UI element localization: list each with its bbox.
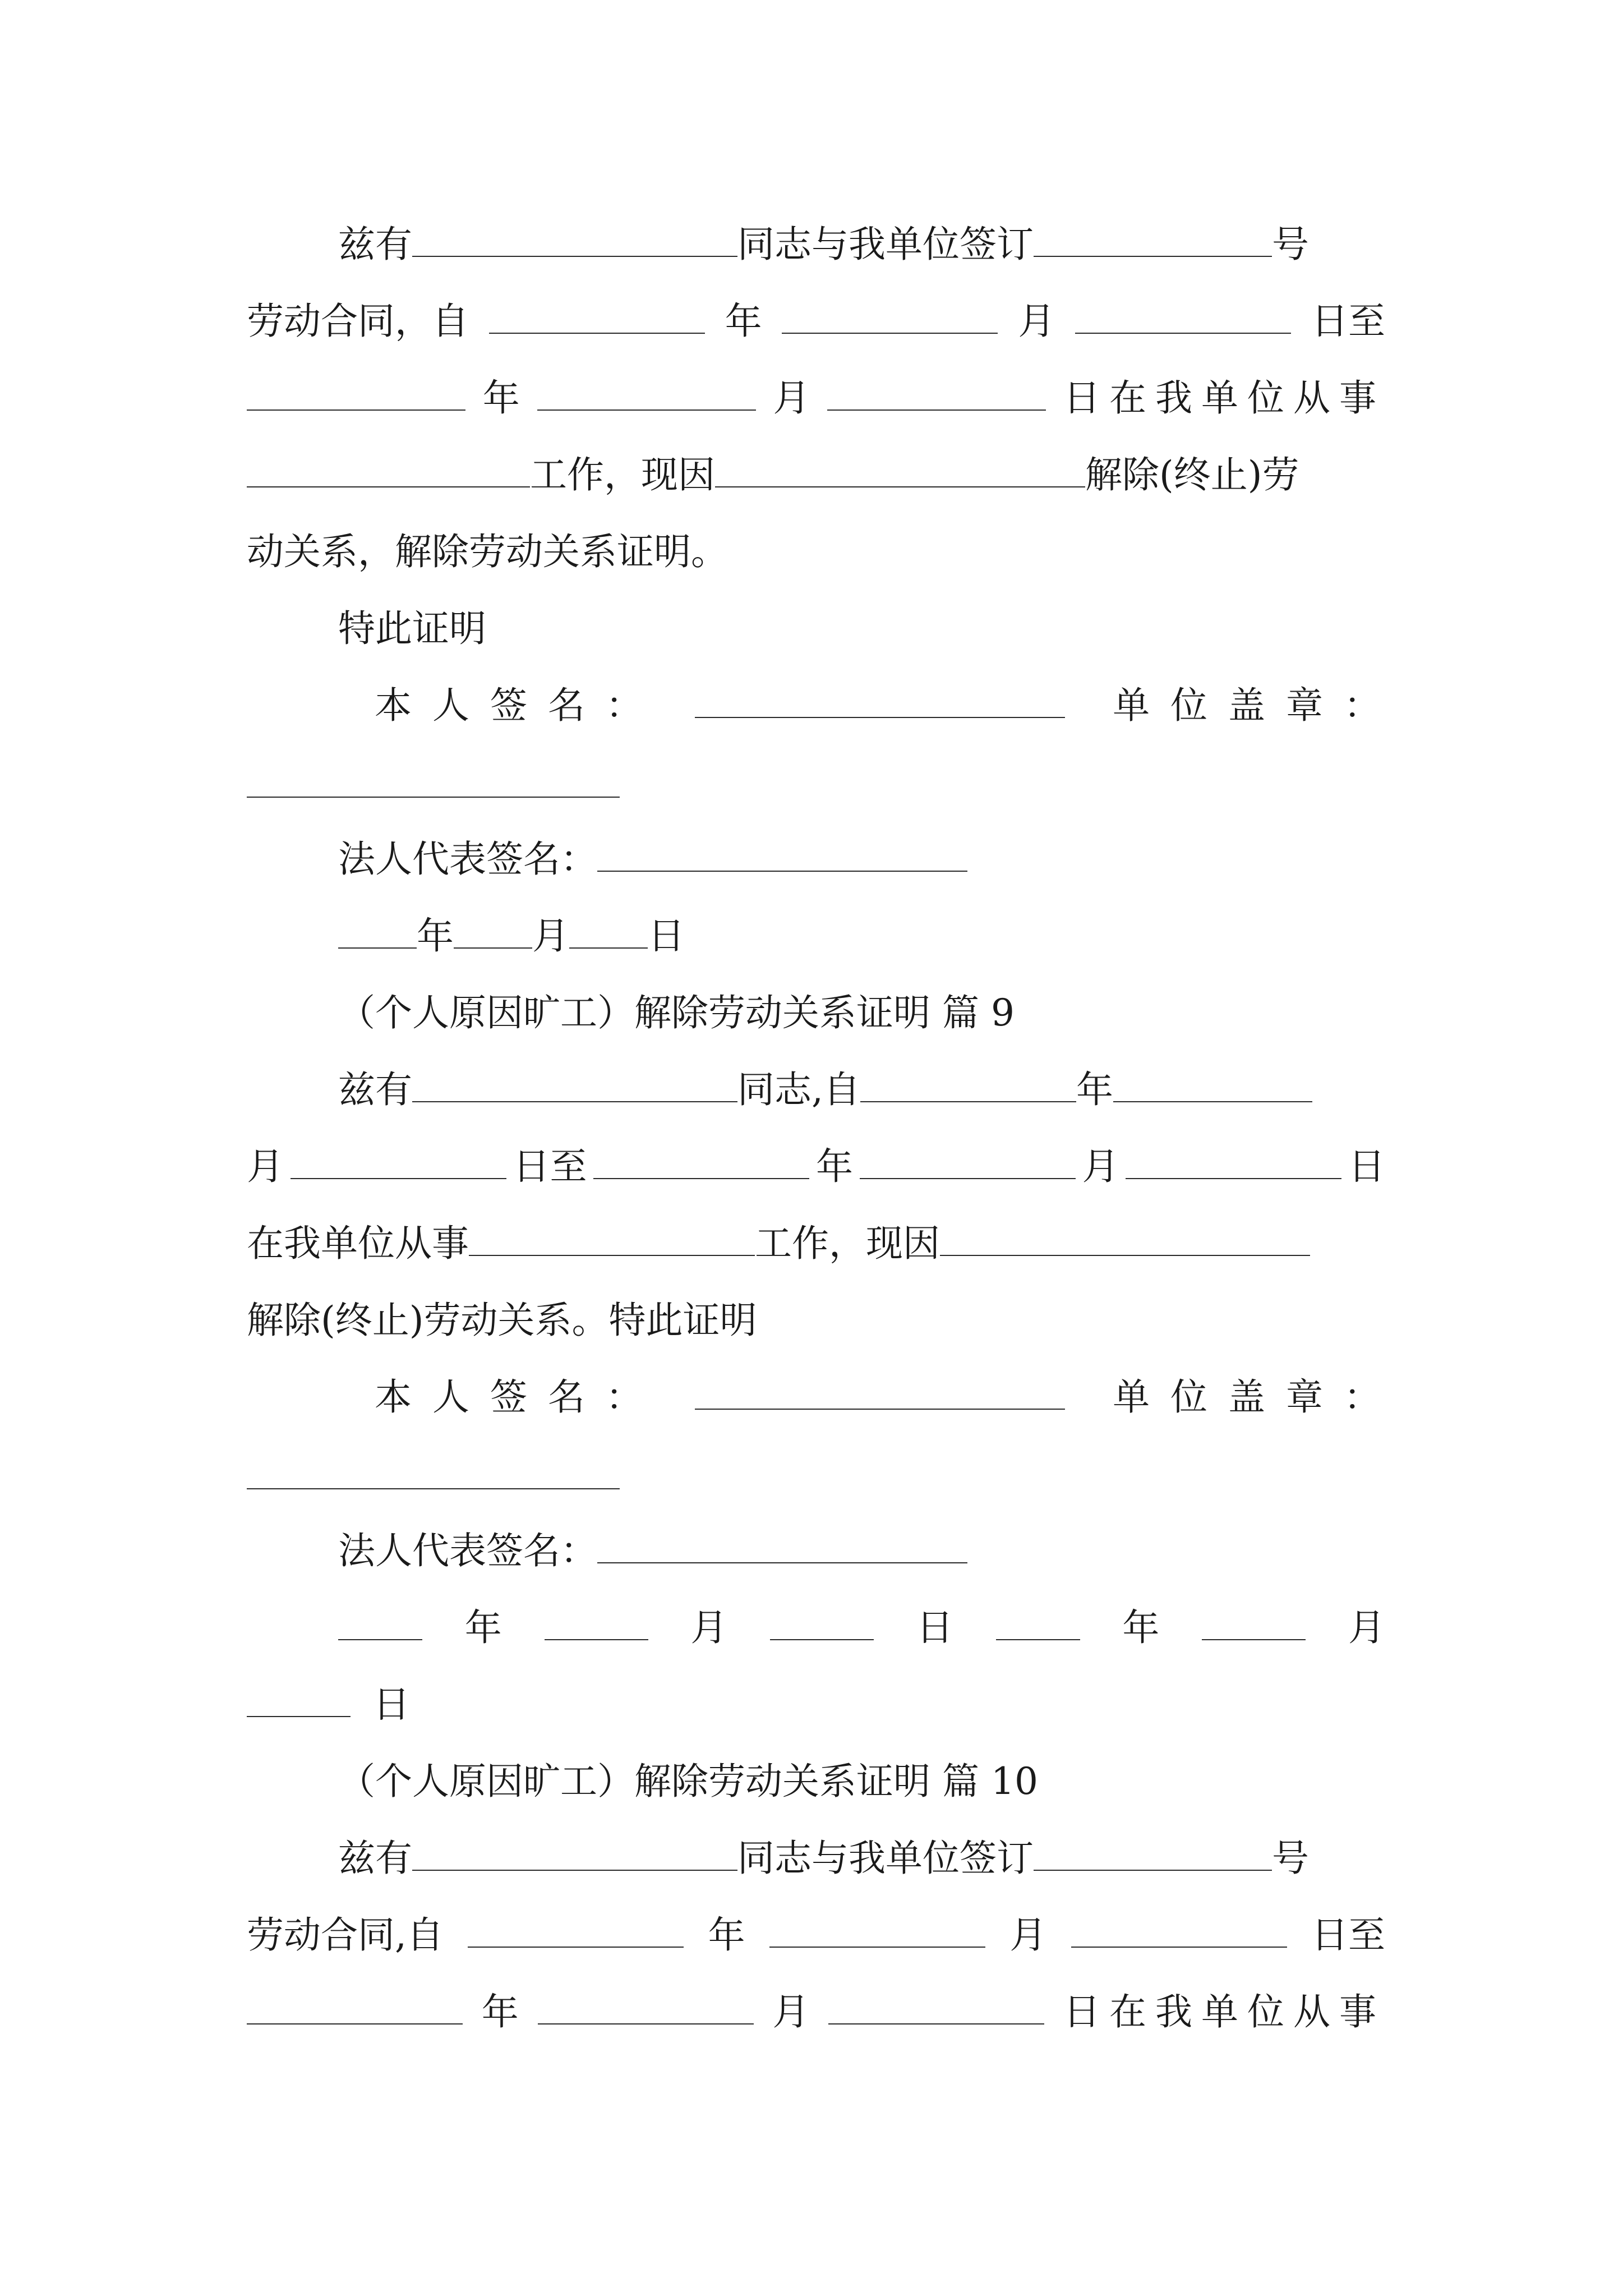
legal-rep-label: 法人代表签名： <box>338 1529 597 1572</box>
fill-blank-work <box>247 454 530 487</box>
fill-blank-month <box>1113 1069 1312 1102</box>
paragraph-line <box>247 293 1385 349</box>
text: 年 <box>481 1990 519 2033</box>
fill-blank-name <box>412 1069 737 1102</box>
section-heading <box>338 1754 1385 1810</box>
fill-blank-year <box>593 1145 809 1179</box>
fill-blank-seal <box>247 797 620 798</box>
fill-blank-reason <box>715 454 1085 487</box>
fill-blank-year <box>247 1991 463 2024</box>
paragraph-line <box>247 1907 1385 1963</box>
fill-blank-month <box>545 1607 648 1640</box>
text: 日至 <box>1311 300 1385 343</box>
text: 年 <box>816 1145 853 1188</box>
text: 日至 <box>513 1145 587 1188</box>
fill-blank-year <box>860 1069 1076 1102</box>
fill-blank-day <box>291 1145 506 1179</box>
paragraph-line <box>338 1062 1385 1118</box>
text: 日 <box>916 1606 953 1649</box>
fill-blank-day <box>1126 1145 1341 1179</box>
paragraph-line <box>338 217 1385 273</box>
signature-label: 本 人 签 名 ： <box>375 1375 647 1419</box>
fill-blank-month <box>537 377 756 411</box>
text: 解除(终止)劳动关系。特此证明 <box>247 1299 757 1342</box>
text: 日在我单位从事 <box>1063 376 1385 420</box>
text: 同志,自 <box>737 1068 860 1111</box>
text: 月 <box>1018 300 1055 343</box>
date-line <box>247 1677 1385 1733</box>
text: 月 <box>773 376 810 420</box>
fill-blank-signature <box>695 684 1065 718</box>
fill-blank-day <box>569 915 648 949</box>
fill-blank-year <box>468 1914 684 1948</box>
fill-blank-year <box>338 915 417 949</box>
text: 特此证明 <box>338 607 486 650</box>
text: 年 <box>417 914 454 958</box>
heading-text: （个人原因旷工）解除劳动关系证明 篇 10 <box>338 1760 1038 1803</box>
text: 年 <box>464 1606 502 1649</box>
legal-rep-line <box>338 1523 1385 1579</box>
text: 月 <box>1348 1606 1385 1649</box>
text: 年 <box>1076 1068 1113 1111</box>
seal-label: 单 位 盖 章 ： <box>1113 1375 1385 1419</box>
fill-blank-contract-no <box>1034 223 1272 257</box>
text: 动关系，解除劳动关系证明。 <box>247 530 728 573</box>
fill-blank-signature <box>695 1376 1065 1410</box>
text: 年 <box>708 1913 745 1957</box>
fill-blank-legal-rep <box>597 1530 967 1563</box>
text: 月 <box>772 1990 810 2033</box>
fill-blank-day <box>770 1607 874 1640</box>
text: 兹有 <box>338 223 412 266</box>
fill-blank-contract-no <box>1034 1837 1272 1871</box>
date-line <box>338 908 1385 964</box>
date-line <box>338 1600 1385 1656</box>
text: 月 <box>532 914 569 958</box>
signature-line <box>375 1369 1385 1425</box>
text: 解除(终止)劳 <box>1085 453 1299 496</box>
text: 日至 <box>1311 1913 1385 1957</box>
text: 号 <box>1272 223 1309 266</box>
paragraph-line <box>247 524 1385 580</box>
fill-blank-month <box>782 300 998 334</box>
fill-blank-year <box>996 1607 1080 1640</box>
text: 工作，现因 <box>755 1222 940 1265</box>
text: 号 <box>1272 1837 1309 1880</box>
fill-blank-name <box>412 223 737 257</box>
fill-blank-month <box>1202 1607 1306 1640</box>
paragraph-line <box>247 370 1385 426</box>
text: 年 <box>725 300 762 343</box>
text: 日 <box>373 1683 410 1726</box>
text: 年 <box>482 376 520 420</box>
fill-blank-month <box>769 1914 985 1948</box>
text: 月 <box>1009 1913 1047 1957</box>
paragraph-line <box>247 447 1385 503</box>
text: 兹有 <box>338 1068 412 1111</box>
signature-line <box>375 678 1385 734</box>
text: 同志与我单位签订 <box>737 1837 1034 1880</box>
fill-blank-month <box>454 915 532 949</box>
fill-blank-day <box>828 1991 1044 2024</box>
legal-rep-line <box>338 831 1385 887</box>
text: 工作，现因 <box>530 453 715 496</box>
text: 在我单位从事 <box>247 1222 469 1265</box>
fill-blank-year <box>489 300 705 334</box>
text: 同志与我单位签订 <box>737 223 1034 266</box>
paragraph-line <box>247 1984 1385 2040</box>
heading-text: （个人原因旷工）解除劳动关系证明 篇 9 <box>338 991 1015 1034</box>
paragraph-line <box>247 1139 1385 1195</box>
section-heading <box>338 985 1385 1041</box>
legal-rep-label: 法人代表签名： <box>338 838 597 881</box>
fill-blank-seal <box>247 1488 620 1489</box>
paragraph-line <box>338 601 1385 657</box>
text: 月 <box>247 1145 284 1188</box>
fill-blank-day <box>827 377 1046 411</box>
text: 劳动合同，自 <box>247 300 469 343</box>
text: 兹有 <box>338 1837 412 1880</box>
fill-blank-year <box>338 1607 422 1640</box>
text: 日 <box>648 914 685 958</box>
fill-blank-name <box>412 1837 737 1871</box>
fill-blank-year <box>247 377 465 411</box>
seal-label: 单 位 盖 章 ： <box>1113 684 1385 727</box>
fill-blank-day <box>247 1683 351 1717</box>
fill-blank-day <box>1075 300 1291 334</box>
text: 日 <box>1348 1145 1385 1188</box>
fill-blank-month <box>860 1145 1076 1179</box>
text: 月 <box>1082 1145 1119 1188</box>
fill-blank-month <box>538 1991 754 2024</box>
fill-blank-reason <box>940 1222 1310 1256</box>
fill-blank-work <box>469 1222 755 1256</box>
signature-label: 本 人 签 名 ： <box>375 684 647 727</box>
text: 年 <box>1122 1606 1160 1649</box>
paragraph-line <box>247 1292 1385 1349</box>
fill-blank-legal-rep <box>597 838 967 872</box>
fill-blank-day <box>1071 1914 1287 1948</box>
paragraph-line <box>247 1216 1385 1272</box>
text: 日在我单位从事 <box>1063 1990 1385 2033</box>
text: 劳动合同,自 <box>247 1913 444 1957</box>
paragraph-line <box>338 1830 1385 1887</box>
text: 月 <box>690 1606 728 1649</box>
